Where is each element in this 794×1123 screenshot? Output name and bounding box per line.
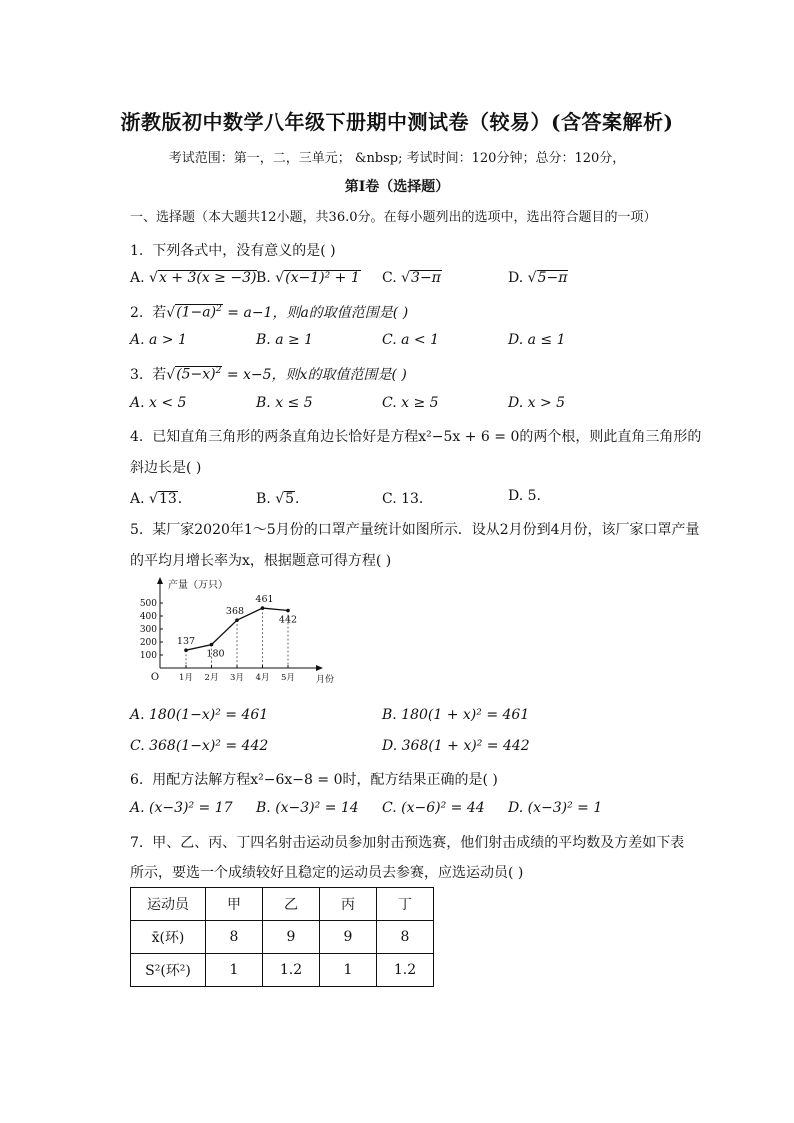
- q4-option-b[interactable]: B. √5．: [256, 491, 310, 507]
- question-5-line2: 的平均月增长率为x，根据题意可得方程( ): [130, 553, 392, 569]
- q3-option-a[interactable]: A. x < 5: [130, 395, 187, 411]
- data-label: 137: [176, 636, 196, 648]
- y-tick-label: 300: [139, 625, 157, 635]
- data-point: [235, 618, 239, 622]
- table-cell: 1: [320, 954, 377, 987]
- table-row: [131, 954, 434, 987]
- x-axis-label: 月份: [316, 675, 335, 685]
- part-heading: 第I卷（选择题）: [344, 179, 450, 195]
- data-point: [184, 648, 188, 652]
- table-cell: 1.2: [263, 954, 320, 987]
- question-1: 1. 下列各式中，没有意义的是( ): [130, 243, 336, 259]
- table-cell: 8: [206, 921, 263, 954]
- page-title: 浙教版初中数学八年级下册期中测试卷（较易）(含答案解析): [120, 110, 674, 134]
- question-2: 2. 若$√(1-a)^2 = a-1$，则a的取值范围是( ): [130, 304, 409, 321]
- table-cell: 9: [320, 921, 377, 954]
- q6-option-d[interactable]: D. (x−3)² = 1: [508, 800, 603, 816]
- table-header-cell: 运动员: [131, 888, 206, 921]
- q2-option-b[interactable]: B. a ≥ 1: [256, 332, 314, 348]
- question-6: 6. 用配方法解方程x²−6x−8 = 0时，配方结果正确的是( ): [130, 772, 498, 788]
- y-axis-arrow: [157, 577, 163, 584]
- q4-option-d[interactable]: D. 5.: [508, 488, 541, 504]
- data-label: 442: [278, 614, 298, 626]
- production-line-chart: [130, 576, 335, 688]
- q6-option-b[interactable]: B. (x−3)² = 14: [256, 800, 359, 816]
- q3-option-d[interactable]: D. x > 5: [508, 395, 566, 411]
- question-5: 5. 某厂家2020年1～5月份的口罩产量统计如图所示．设从2月份到4月份，该厂家口罩产量: [130, 522, 700, 538]
- table-header-cell: 丙: [320, 888, 377, 921]
- question-3: 3. 若$√(5-x)^2 = x-5$，则x的取值范围是( ): [130, 366, 407, 383]
- table-header-cell: 甲: [206, 888, 263, 921]
- q1-option-a[interactable]: A. √x + 3(x ≥ −3): [130, 270, 257, 286]
- y-tick-label: 400: [139, 612, 157, 622]
- table-cell: 1: [206, 954, 263, 987]
- x-tick-label: 3月: [230, 673, 244, 683]
- q3-option-c[interactable]: C. x ≥ 5: [382, 395, 439, 411]
- y-tick-label: 500: [139, 599, 157, 609]
- q5-option-c[interactable]: C. 368(1−x)² = 442: [130, 738, 269, 754]
- q2-option-a[interactable]: A. a > 1: [130, 332, 187, 348]
- table-cell: S²(环²): [131, 954, 206, 987]
- question-7: 7. 甲、乙、丙、丁四名射击运动员参加射击预选赛，他们射击成绩的平均数及方差如下表: [130, 835, 685, 851]
- question-4-line2: 斜边长是( ): [130, 460, 202, 476]
- x-tick-label: 4月: [255, 673, 270, 683]
- x-tick-label: 2月: [204, 673, 219, 683]
- table-header-cell: 丁: [377, 888, 434, 921]
- data-point: [261, 606, 265, 610]
- table-cell: 1.2: [377, 954, 434, 987]
- y-axis-label: 产量（万只）: [168, 580, 228, 591]
- data-label: 461: [255, 594, 274, 606]
- x-axis-arrow: [316, 665, 323, 671]
- data-point: [210, 643, 214, 647]
- athlete-score-table: [130, 887, 434, 987]
- table-header-row: [131, 888, 434, 921]
- section-heading: 一、选择题（本大题共12小题，共36.0分。在每小题列出的选项中，选出符合题目的一项）: [130, 210, 657, 225]
- data-label: 180: [206, 648, 225, 660]
- y-tick-label: 100: [139, 651, 157, 661]
- origin-label: O: [150, 672, 160, 683]
- table-row: [131, 921, 434, 954]
- q4-option-c[interactable]: C. 13．: [382, 491, 433, 507]
- q6-option-a[interactable]: A. (x−3)² = 17: [130, 800, 233, 816]
- x-tick-label: 1月: [179, 673, 193, 683]
- data-label: 368: [225, 606, 245, 618]
- q1-option-b[interactable]: B. √(x−1)² + 1: [256, 270, 360, 286]
- y-tick-label: 200: [139, 638, 157, 648]
- table-header-cell: 乙: [263, 888, 320, 921]
- q3-option-b[interactable]: B. x ≤ 5: [256, 395, 313, 411]
- q5-option-d[interactable]: D. 368(1 + x)² = 442: [382, 738, 530, 754]
- table-cell: x̄(环): [131, 921, 206, 954]
- q2-option-d[interactable]: D. a ≤ 1: [508, 332, 566, 348]
- q5-option-b[interactable]: B. 180(1 + x)² = 461: [382, 707, 530, 723]
- q1-option-d[interactable]: D. √5−π: [508, 270, 568, 286]
- q1-option-c[interactable]: C. √3−π: [382, 270, 441, 286]
- q5-option-a[interactable]: A. 180(1−x)² = 461: [130, 707, 269, 723]
- question-4: 4. 已知直角三角形的两条直角边长恰好是方程x²−5x + 6 = 0的两个根，则此直角三角形的: [130, 429, 702, 445]
- q6-option-c[interactable]: C. (x−6)² = 44: [382, 800, 485, 816]
- table-cell: 8: [377, 921, 434, 954]
- q4-option-a[interactable]: A. √13．: [130, 491, 192, 507]
- q2-option-c[interactable]: C. a < 1: [382, 332, 439, 348]
- x-tick-label: 5月: [281, 673, 295, 683]
- exam-info: 考试范围：第一，二，三单元； &nbsp; 考试时间：120分钟；总分：120分，: [168, 151, 626, 166]
- table-cell: 9: [263, 921, 320, 954]
- data-point: [286, 609, 290, 613]
- question-7-line2: 所示，要选一个成绩较好且稳定的运动员去参赛，应选运动员( ): [130, 865, 524, 881]
